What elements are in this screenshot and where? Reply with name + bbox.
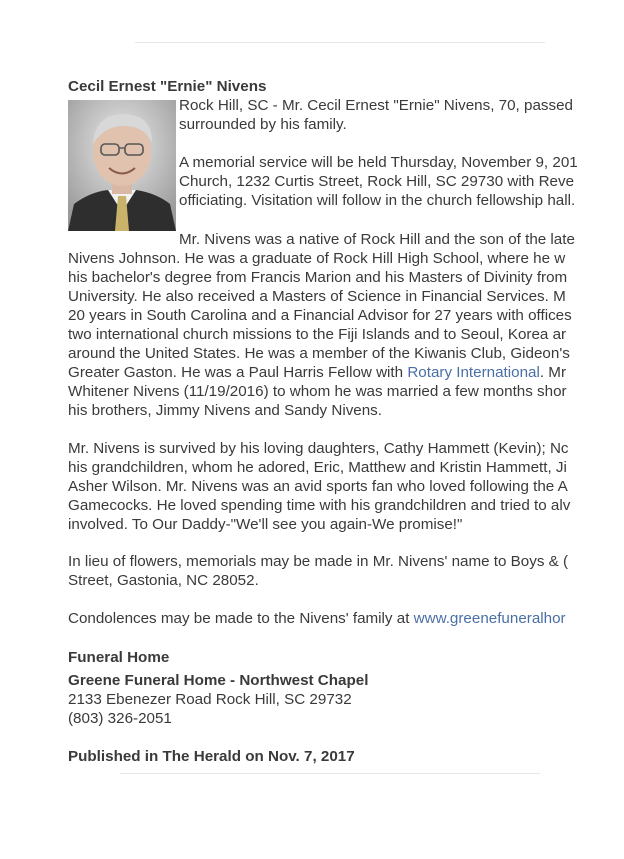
- funeral-home-website-link[interactable]: www.greenefuneralhor: [413, 610, 566, 627]
- text-line: involved. To Our Daddy-"We'll see you again-We promise!": [68, 516, 463, 533]
- text-segment: Condolences may be made to the Nivens' family at: [68, 610, 414, 627]
- text-line: Street, Gastonia, NC 28052.: [68, 572, 259, 589]
- text-line: two international church missions to the Fiji Islands and to Seoul, Korea ar: [68, 326, 567, 343]
- portrait-image: [68, 100, 176, 231]
- text-line: In lieu of flowers, memorials may be made in Mr. Nivens' name to Boys & (: [68, 553, 569, 570]
- text-line: Nivens Johnson. He was a graduate of Rock Hill High School, where he w: [68, 250, 566, 267]
- scan-artifact: [135, 42, 545, 43]
- text-line: Church, 1232 Curtis Street, Rock Hill, SC 29730 with Reve: [179, 173, 575, 190]
- scan-artifact: [120, 773, 540, 774]
- obituary-title: Cecil Ernest "Ernie" Nivens: [68, 78, 267, 95]
- text-line: his bachelor's degree from Francis Marion and his Masters of Divinity from: [68, 269, 568, 286]
- rotary-international-link[interactable]: Rotary International: [407, 364, 540, 381]
- portrait-photo: [68, 100, 176, 231]
- text-line: Gamecocks. He loved spending time with his grandchildren and tried to alv: [68, 497, 571, 514]
- text-segment: Greater Gaston. He was a Paul Harris Fellow with: [68, 364, 408, 381]
- text-line: his grandchildren, whom he adored, Eric, Matthew and Kristin Hammett, Ji: [68, 459, 567, 476]
- funeral-home-name: Greene Funeral Home - Northwest Chapel: [68, 672, 369, 689]
- text-line: University. He also received a Masters of Science in Financial Services. M: [68, 288, 566, 305]
- text-line: 20 years in South Carolina and a Financial Advisor for 27 years with offices: [68, 307, 572, 324]
- text-line: [68, 609, 566, 628]
- text-line: Whitener Nivens (11/19/2016) to whom he was married a few months shor: [68, 383, 567, 400]
- funeral-home-phone: (803) 326-2051: [68, 710, 172, 727]
- text-segment: . Mr: [539, 364, 567, 381]
- published-note: Published in The Herald on Nov. 7, 2017: [68, 748, 355, 765]
- text-line: [68, 363, 566, 382]
- text-line: officiating. Visitation will follow in the church fellowship hall.: [179, 192, 576, 209]
- text-line: around the United States. He was a member of the Kiwanis Club, Gideon's: [68, 345, 570, 362]
- funeral-home-address: 2133 Ebenezer Road Rock Hill, SC 29732: [68, 691, 352, 708]
- text-line: Asher Wilson. Mr. Nivens was an avid sports fan who loved following the A: [68, 478, 568, 495]
- funeral-home-heading: Funeral Home: [68, 649, 170, 666]
- text-line: Mr. Nivens is survived by his loving daughters, Cathy Hammett (Kevin); Nc: [68, 440, 569, 457]
- text-line: surrounded by his family.: [179, 116, 347, 133]
- text-line: A memorial service will be held Thursday, November 9, 201: [179, 154, 578, 171]
- text-line: Mr. Nivens was a native of Rock Hill and the son of the late: [179, 231, 575, 248]
- text-line: Rock Hill, SC - Mr. Cecil Ernest "Ernie" Nivens, 70, passed: [179, 97, 573, 114]
- text-line: his brothers, Jimmy Nivens and Sandy Nivens.: [68, 402, 382, 419]
